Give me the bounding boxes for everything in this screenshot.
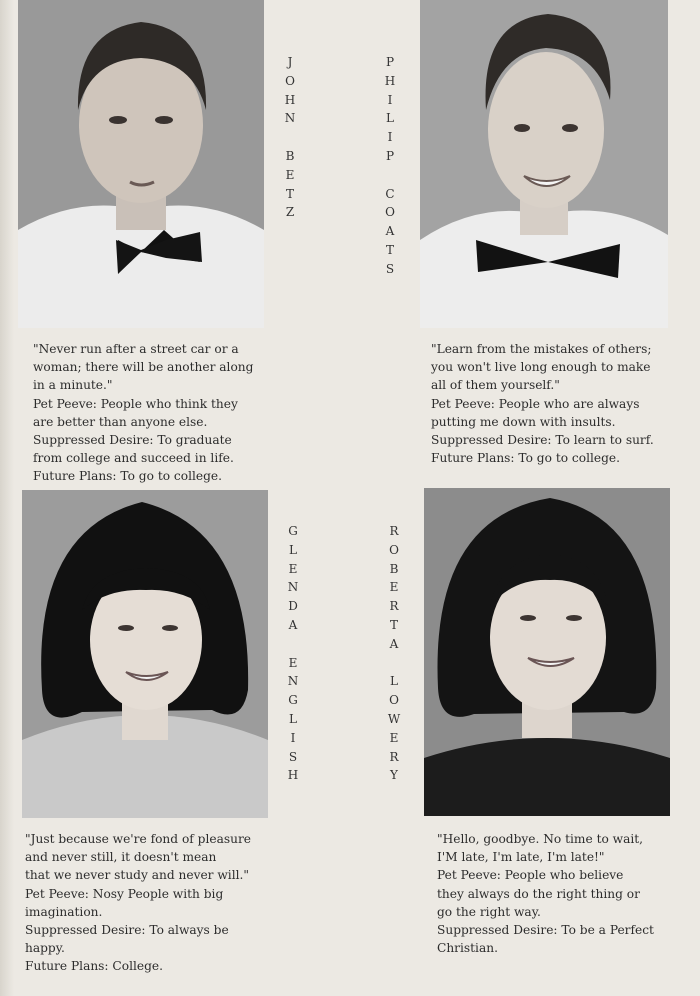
desire-line: Suppressed Desire: To always be	[25, 923, 229, 938]
portrait-photo-john-betz	[18, 0, 264, 328]
student-bio-john-betz	[33, 340, 253, 486]
quote-line: in a minute."	[33, 378, 113, 393]
quote-line: "Learn from the mistakes of others;	[431, 342, 652, 356]
quote-line: woman; there will be another along	[33, 360, 254, 375]
pet-peeve-line: they always do the right thing or	[437, 886, 640, 901]
desire-line: Christian.	[437, 941, 498, 956]
portrait-photo-roberta-lowery	[424, 488, 670, 816]
quote-line: you won't live long enough to make	[431, 360, 651, 375]
desire-line: Suppressed Desire: To be a Perfect	[437, 923, 654, 938]
plans-line: Future Plans: To go to college.	[33, 469, 222, 484]
pet-peeve-line: Pet Peeve: People who are always	[431, 396, 640, 411]
quote-line: "Just because we're fond of pleasure	[25, 832, 251, 846]
student-bio-glenda-english	[25, 830, 251, 976]
student-name-philip-coats: P H I L I P C O A T S	[384, 55, 396, 276]
portrait-photo-philip-coats	[420, 0, 668, 328]
quote-line: I'M late, I'm late, I'm late!"	[437, 850, 605, 865]
desire-line: Suppressed Desire: To learn to surf.	[431, 433, 654, 448]
pet-peeve-line: putting me down with insults.	[431, 414, 616, 429]
desire-line: happy.	[25, 941, 65, 956]
quote-line: and never still, it doesn't mean	[25, 850, 217, 865]
plans-line: Future Plans: To go to college.	[431, 451, 620, 466]
student-name-john-betz: J O H N B E T Z	[284, 55, 296, 220]
quote-line: all of them yourself."	[431, 378, 560, 393]
pet-peeve-line: are better than anyone else.	[33, 414, 208, 429]
student-bio-roberta-lowery	[437, 830, 654, 957]
student-bio-philip-coats	[431, 340, 654, 467]
desire-line: Suppressed Desire: To graduate	[33, 433, 232, 448]
quote-line: that we never study and never will."	[25, 868, 249, 883]
student-name-glenda-english: G L E N D A E N G L I S H	[287, 524, 299, 783]
pet-peeve-line: Pet Peeve: People who think they	[33, 396, 238, 411]
plans-line: Future Plans: College.	[25, 959, 163, 974]
portrait-photo-glenda-english	[22, 490, 268, 818]
desire-line: from college and succeed in life.	[33, 451, 234, 466]
student-name-roberta-lowery: R O B E R T A L O W E R Y	[387, 524, 401, 783]
pet-peeve-line: go the right way.	[437, 904, 541, 919]
quote-line: "Hello, goodbye. No time to wait,	[437, 832, 644, 846]
pet-peeve-line: imagination.	[25, 904, 103, 919]
page-binding-edge	[0, 0, 14, 996]
pet-peeve-line: Pet Peeve: Nosy People with big	[25, 886, 224, 901]
pet-peeve-line: Pet Peeve: People who believe	[437, 868, 624, 883]
quote-line: "Never run after a street car or a	[33, 342, 239, 356]
